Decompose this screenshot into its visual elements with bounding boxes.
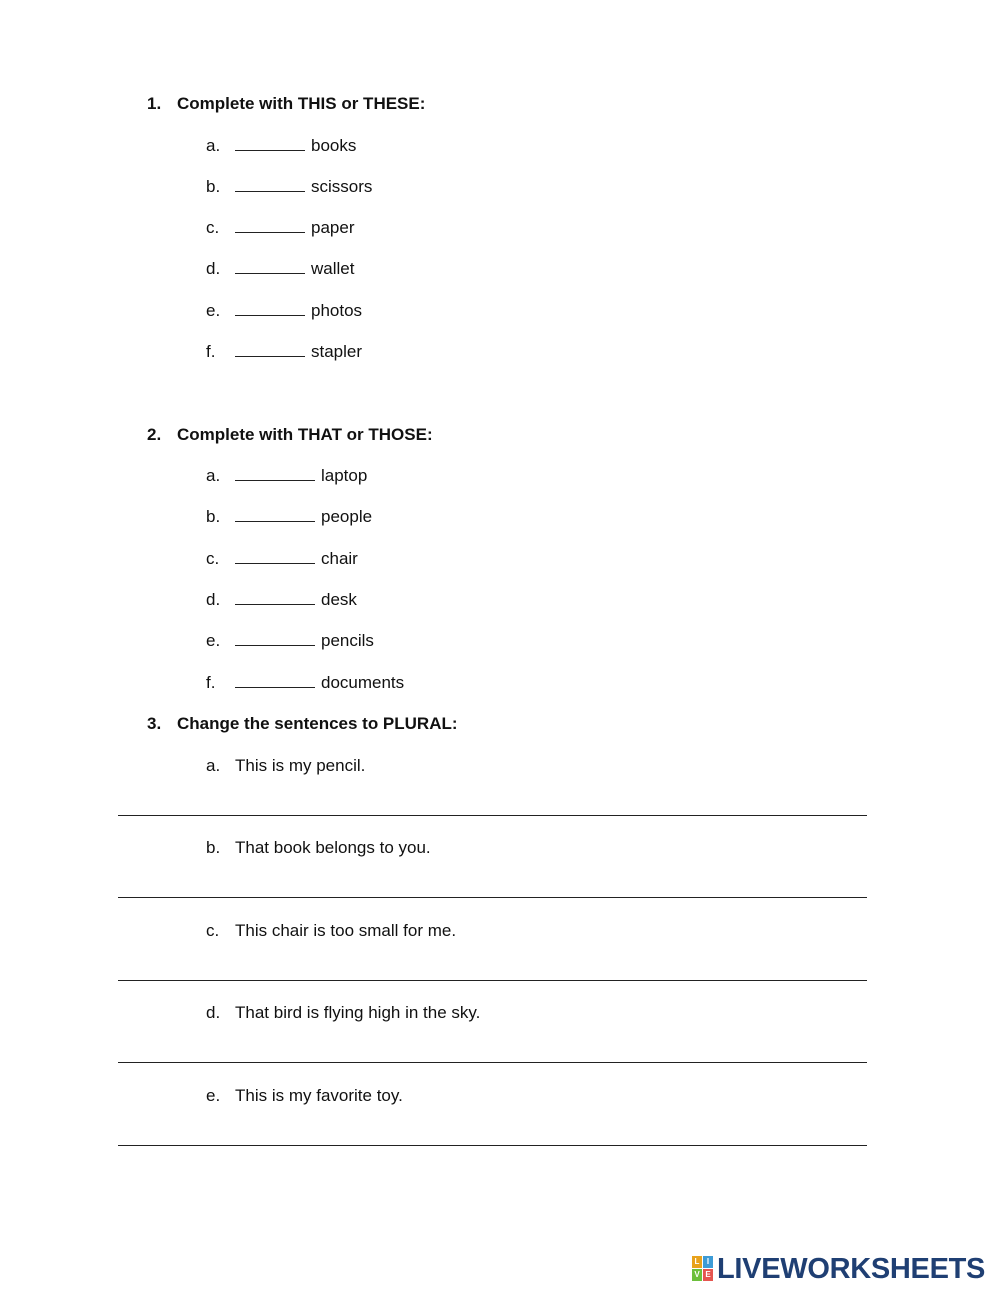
s2-item-f [235,673,404,693]
s1-item-b [235,177,372,197]
s1-item-d [235,259,354,279]
item-text: books [311,136,357,155]
s1-item-d-letter: d. [206,259,221,278]
s3-item-e-text: This is my favorite toy. [235,1086,403,1105]
answer-blank[interactable] [235,549,315,564]
logo-badge-icon [692,1256,714,1282]
s1-item-e [235,301,362,321]
s3-item-c-letter: c. [206,921,220,940]
item-text: stapler [311,342,363,361]
answer-blank[interactable] [235,507,315,522]
s1-item-a [235,136,356,156]
s2-item-d-letter: d. [206,590,221,609]
s2-item-e [235,631,374,651]
s3-answer-line-a[interactable] [118,815,867,816]
s2-item-c [235,549,358,569]
answer-blank[interactable] [235,673,315,688]
item-text: people [321,507,373,526]
s2-item-e-letter: e. [206,631,221,650]
item-text: desk [321,590,357,609]
badge-letter-e: E [703,1269,713,1281]
section-2-number: 2. [147,425,162,444]
s1-item-c-letter: c. [206,218,220,237]
item-text: paper [311,218,355,237]
badge-letter-v: V [692,1269,702,1281]
s2-item-b [235,507,372,527]
section-3-title: Change the sentences to PLURAL: [177,714,458,733]
s3-item-b-letter: b. [206,838,221,857]
s1-item-f [235,342,362,362]
s3-item-a-text: This is my pencil. [235,756,366,775]
s1-item-c [235,218,354,238]
s3-item-d-text: That bird is flying high in the sky. [235,1003,481,1022]
item-text: chair [321,549,358,568]
s1-item-a-letter: a. [206,136,221,155]
item-text: pencils [321,631,374,650]
answer-blank[interactable] [235,218,305,233]
section-1-title: Complete with THIS or THESE: [177,94,426,113]
badge-letter-l: L [692,1256,702,1268]
item-text: documents [321,673,405,692]
section-1-number: 1. [147,94,162,113]
section-2-title: Complete with THAT or THOSE: [177,425,433,444]
answer-blank[interactable] [235,177,305,192]
s1-item-b-letter: b. [206,177,221,196]
s3-item-d-letter: d. [206,1003,221,1022]
answer-blank[interactable] [235,136,305,151]
s2-item-c-letter: c. [206,549,220,568]
item-text: scissors [311,177,373,196]
s2-item-a-letter: a. [206,466,221,485]
s3-answer-line-b[interactable] [118,897,867,898]
s3-answer-line-e[interactable] [118,1145,867,1146]
s2-item-d [235,590,357,610]
s3-answer-line-c[interactable] [118,980,867,981]
s3-item-e-letter: e. [206,1086,221,1105]
logo-text: LIVEWORKSHEETS [717,1252,986,1285]
s3-item-a-letter: a. [206,756,221,775]
s1-item-e-letter: e. [206,301,221,320]
item-text: photos [311,301,363,320]
badge-letter-i: I [703,1256,713,1268]
item-text: laptop [321,466,368,485]
answer-blank[interactable] [235,259,305,274]
section-3-number: 3. [147,714,162,733]
s2-item-f-letter: f. [206,673,216,692]
s1-item-f-letter: f. [206,342,216,361]
s2-item-b-letter: b. [206,507,221,526]
answer-blank[interactable] [235,590,315,605]
liveworksheets-logo [692,1254,985,1284]
s3-item-c-text: This chair is too small for me. [235,921,457,940]
answer-blank[interactable] [235,466,315,481]
s3-item-b-text: That book belongs to you. [235,838,431,857]
answer-blank[interactable] [235,301,305,316]
s3-answer-line-d[interactable] [118,1062,867,1063]
item-text: wallet [311,259,355,278]
answer-blank[interactable] [235,631,315,646]
answer-blank[interactable] [235,342,305,357]
s2-item-a [235,466,367,486]
